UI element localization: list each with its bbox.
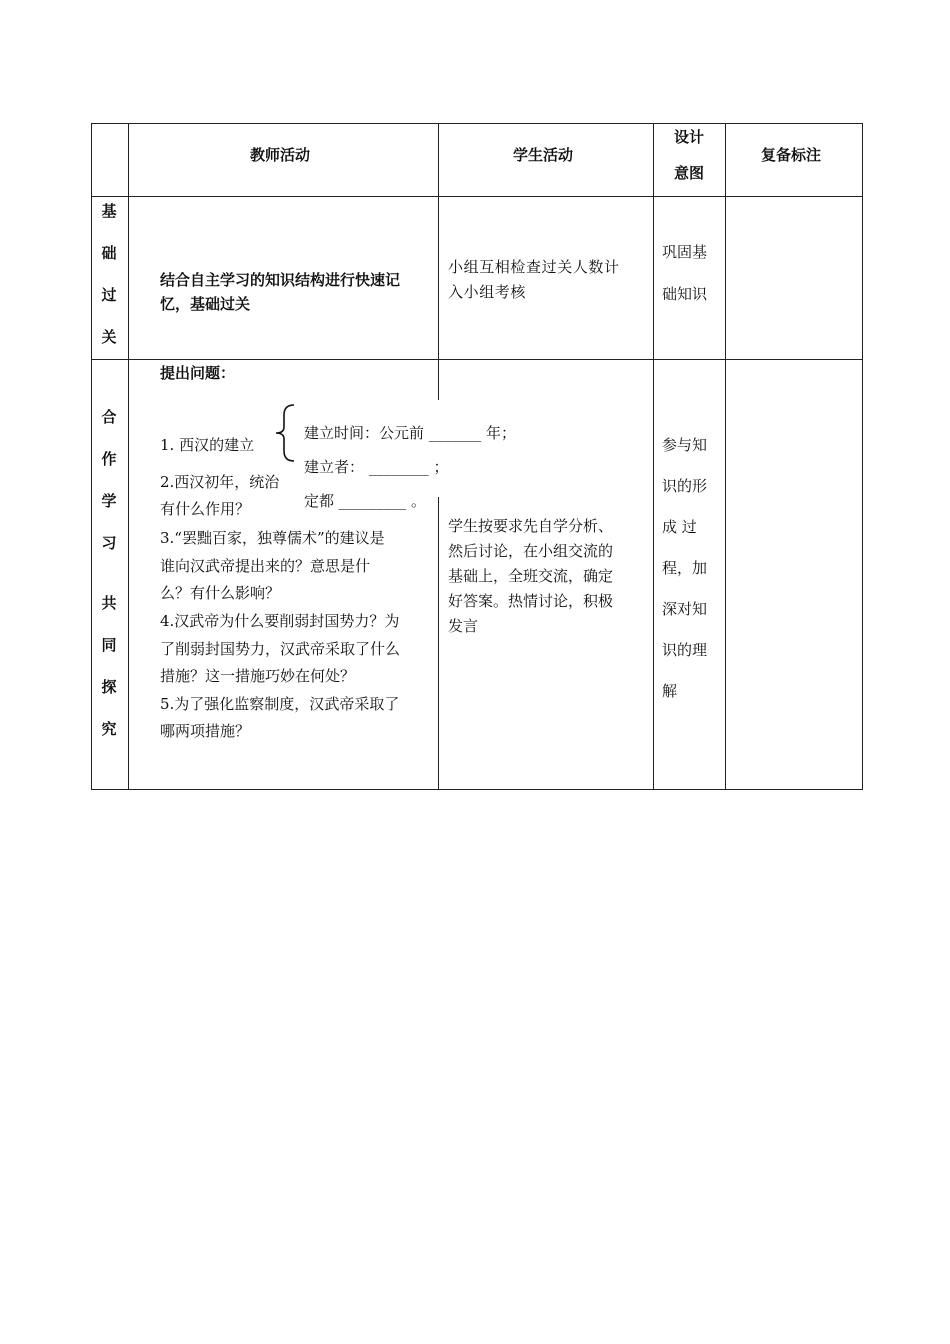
row1-stage-char: 础: [101, 244, 117, 262]
row2-stage-label: [98, 396, 120, 750]
header-row-divider: [91, 196, 863, 197]
row2-stage-char: [98, 564, 120, 582]
row2-design-line: 解: [662, 682, 678, 700]
row1-student-line1: 小组互相检查过关人数计: [448, 258, 620, 276]
row1-divider: [91, 359, 863, 360]
row2-stage-char: 合: [101, 408, 117, 426]
q5-line2: 哪两项措施？: [160, 722, 251, 740]
table-border-bottom: [91, 789, 863, 790]
q4-line1: 4.汉武帝为什么要削弱封国势力？为: [160, 612, 400, 630]
row1-stage-label: [98, 190, 120, 358]
q4-line3: 措施？这一措施巧妙在何处？: [160, 667, 356, 685]
teacher-column-divider-upper: [438, 123, 439, 400]
row2-design-line: 深对知: [662, 600, 708, 618]
q3-line1: 3.“罢黜百家，独尊儒术”的建议是: [160, 529, 385, 547]
table-border-right: [862, 123, 863, 790]
q3-line2: 谁向汉武帝提出来的？意思是什: [160, 557, 371, 575]
row2-student-line4: 好答案。热情讨论，积极: [448, 592, 614, 610]
row2-design-line: 识的形: [662, 477, 708, 495]
row1-teacher-line1: 结合自主学习的知识结构进行快速记: [160, 271, 401, 289]
row1-stage-char: 过: [101, 286, 117, 304]
student-column-divider: [653, 123, 654, 790]
row2-stage-char: 共: [101, 594, 117, 612]
table-border-left: [91, 123, 92, 790]
q1-founder: 建立者： ________ ；: [304, 458, 449, 476]
row2-design-line: 程，加: [662, 559, 708, 577]
row2-stage-char: 学: [101, 492, 117, 510]
row1-teacher-line2: 忆，基础过关: [160, 295, 251, 313]
table-border-top: [91, 123, 863, 124]
design-column-divider: [725, 123, 726, 790]
q1-founding-time: 建立时间：公元前 _______ 年；: [304, 424, 517, 442]
row2-student-line5: 发言: [448, 617, 479, 635]
header-review-notes: 复备标注: [761, 146, 822, 164]
curly-brace-icon: [274, 403, 296, 463]
header-teacher-activity: 教师活动: [250, 146, 311, 164]
q5-line1: 5.为了强化监察制度，汉武帝采取了: [160, 695, 400, 713]
row2-stage-char: 探: [101, 678, 117, 696]
header-design-intent-line1: 设计: [674, 128, 705, 146]
teacher-column-divider-lower: [438, 497, 439, 790]
header-student-activity: 学生活动: [513, 146, 574, 164]
row2-student-line1: 学生按要求先自学分析、: [448, 517, 614, 535]
row1-student-line2: 入小组考核: [448, 283, 527, 301]
stage-column-divider: [128, 123, 129, 790]
row2-stage-char: 究: [101, 720, 117, 738]
q1-label: 1. 西汉的建立: [160, 436, 255, 454]
q1-capital: 定都 _________ 。: [304, 492, 427, 510]
row2-stage-char: 同: [101, 636, 117, 654]
header-design-intent-line2: 意图: [674, 164, 705, 182]
q2-line1: 2.西汉初年，统治: [160, 473, 280, 491]
row1-stage-char: 关: [101, 328, 117, 346]
q2-line2: 有什么作用？: [160, 500, 251, 518]
row2-student-line2: 然后讨论，在小组交流的: [448, 542, 614, 560]
q3-line3: 么？有什么影响？: [160, 584, 281, 602]
row2-prompt: 提出问题：: [160, 364, 236, 382]
row2-design-line: 识的理: [662, 641, 708, 659]
row2-student-line3: 基础上，全班交流，确定: [448, 567, 614, 585]
row2-design-line: 参与知: [662, 436, 708, 454]
row2-design-line: 成 过: [662, 518, 697, 536]
row1-stage-char: 基: [101, 202, 117, 220]
row1-design-line2: 础知识: [662, 285, 708, 303]
row2-stage-char: 作: [101, 450, 117, 468]
q4-line2: 了削弱封国势力，汉武帝采取了什么: [160, 640, 401, 658]
row2-stage-char: 习: [101, 534, 117, 552]
row1-design-line1: 巩固基: [662, 243, 708, 261]
